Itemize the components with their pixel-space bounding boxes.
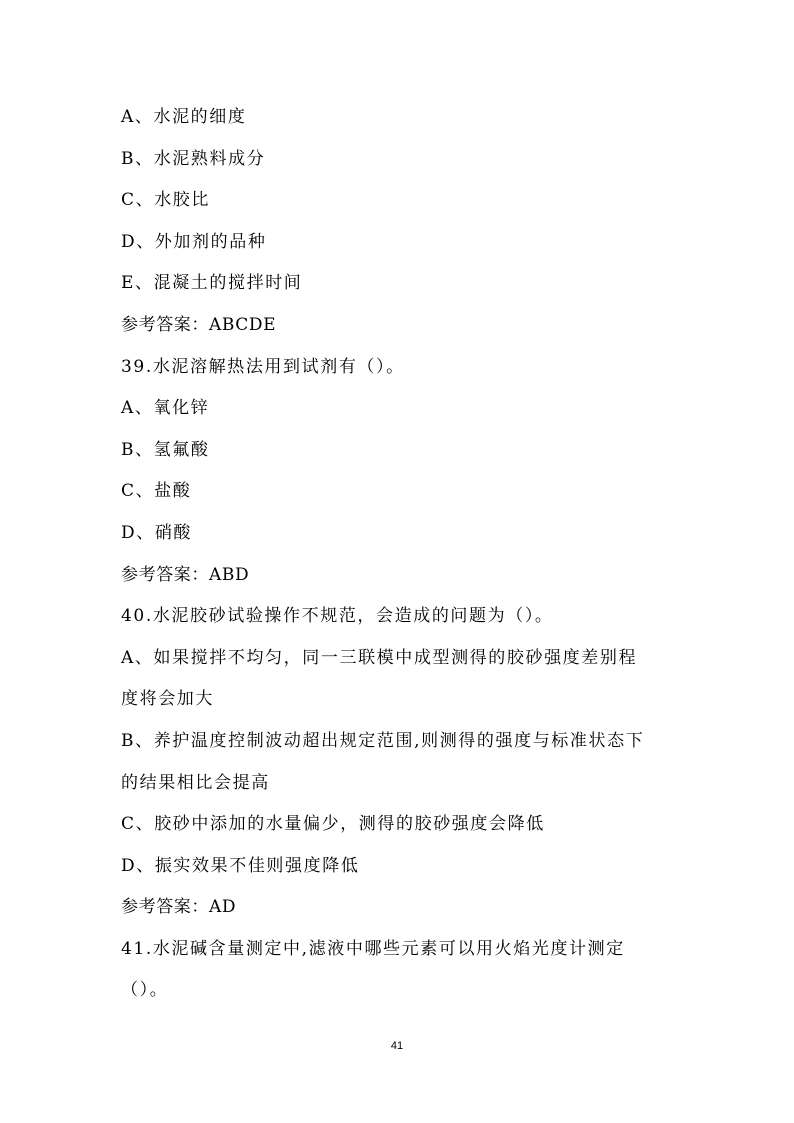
option-b-q40-line1: B、养护温度控制波动超出规定范围,则测得的强度与标准状态下 <box>121 730 645 751</box>
page-number: 41 <box>390 1040 404 1052</box>
answer-q38: 参考答案：ABCDE <box>121 314 277 335</box>
option-d-q38: D、外加剂的品种 <box>121 231 267 252</box>
option-a-q40-line1: A、如果搅拌不均匀，同一三联模中成型测得的胶砂强度差别程 <box>121 647 638 668</box>
option-d-q39: D、硝酸 <box>121 522 193 543</box>
option-e-q38: E、混凝土的搅拌时间 <box>121 273 303 294</box>
option-b-q38: B、水泥熟料成分 <box>121 148 266 169</box>
option-c-q39: C、盐酸 <box>121 481 192 502</box>
answer-q40: 参考答案：AD <box>121 897 237 918</box>
question-39: 39.水泥溶解热法用到试剂有（）。 <box>121 356 405 377</box>
option-a-q40-line2: 度将会加大 <box>121 689 214 710</box>
option-c-q38: C、水胶比 <box>121 190 211 211</box>
question-40: 40.水泥胶砂试验操作不规范，会造成的问题为（）。 <box>121 606 554 627</box>
answer-q39: 参考答案：ABD <box>121 564 250 585</box>
question-41-line2: （）。 <box>121 980 169 1001</box>
option-b-q39: B、氢氟酸 <box>121 439 210 460</box>
page-content <box>121 97 681 1012</box>
option-b-q40-line2: 的结果相比会提高 <box>121 772 270 793</box>
question-41-line1: 41.水泥碱含量测定中,滤液中哪些元素可以用火焰光度计测定 <box>121 938 625 959</box>
option-d-q40: D、振实效果不佳则强度降低 <box>121 855 360 876</box>
option-a-q39: A、氧化锌 <box>121 398 210 419</box>
option-a-q38: A、水泥的细度 <box>121 107 247 127</box>
option-c-q40: C、胶砂中添加的水量偏少，测得的胶砂强度会降低 <box>121 814 545 835</box>
